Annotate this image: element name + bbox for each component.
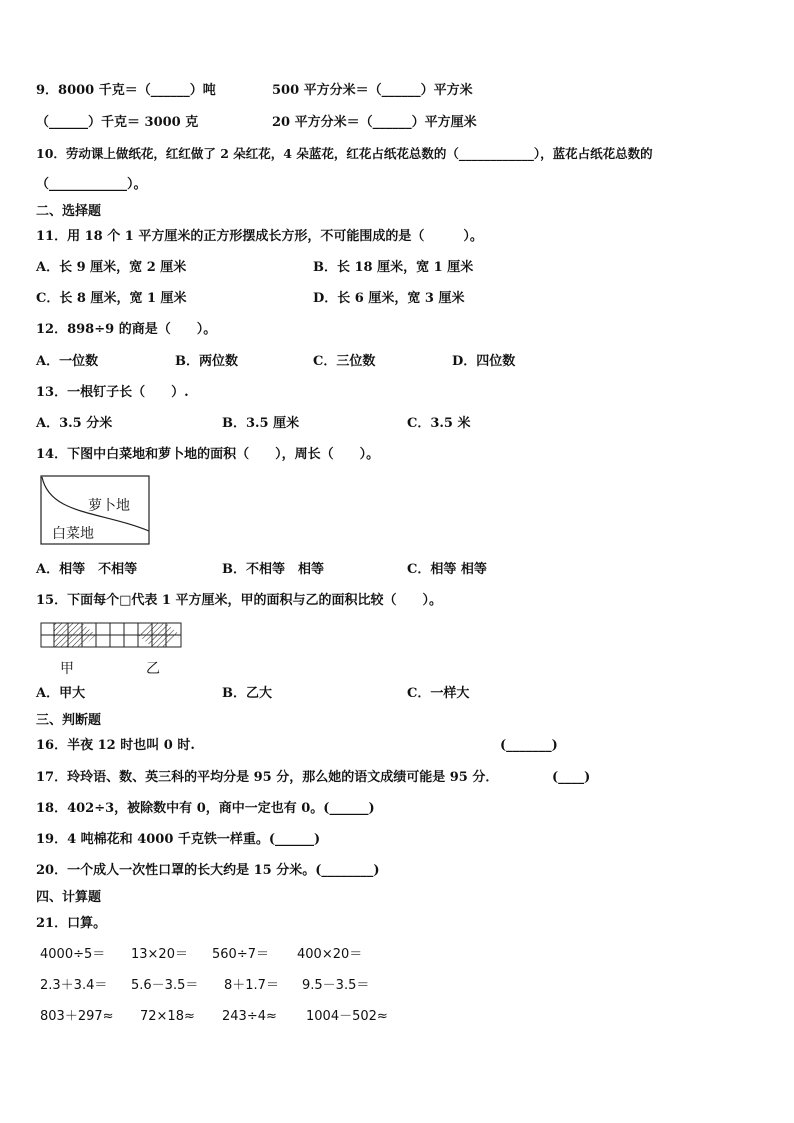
q13-stem: 13．一根钉子长（ ）. — [36, 385, 189, 400]
q12-option-a[interactable]: A．一位数 — [36, 354, 99, 369]
section-title-calc: 四、计算题 — [36, 890, 102, 905]
q15-option-c[interactable]: C．一样大 — [407, 686, 470, 701]
calc-item: 560÷7＝ — [212, 947, 269, 962]
q15-option-a[interactable]: A．甲大 — [36, 686, 86, 701]
q16-stem: 16．半夜 12 时也叫 0 时. — [36, 738, 195, 753]
calc-item: 9.5－3.5＝ — [302, 978, 370, 993]
q14-option-c[interactable]: C．相等 相等 — [407, 562, 487, 577]
q11-option-d[interactable]: D．长 6 厘米，宽 3 厘米 — [313, 291, 465, 306]
calc-item: 13×20＝ — [131, 947, 188, 962]
q12-stem: 12．898÷9 的商是（ ）。 — [36, 322, 217, 337]
q9-part-c: （______）千克＝ 3000 克 — [36, 115, 199, 130]
calc-item: 2.3＋3.4＝ — [40, 978, 108, 993]
q13-option-a[interactable]: A．3.5 分米 — [36, 416, 113, 431]
q14-option-b[interactable]: B．不相等 相等 — [222, 562, 324, 577]
q9-part-b: 500 平方分米＝（______）平方米 — [272, 83, 473, 98]
q11-stem: 11．用 18 个 1 平方厘米的正方形摆成长方形，不可能围成的是（ ）。 — [36, 229, 483, 244]
q17-stem: 17．玲玲语、数、英三科的平均分是 95 分，那么她的语文成绩可能是 95 分． — [36, 770, 499, 785]
calc-item: 1004－502≈ — [306, 1009, 388, 1024]
q18-stem: 18．402÷3，被除数中有 0，商中一定也有 0。(______) — [36, 801, 375, 816]
calc-item: 803＋297≈ — [40, 1009, 114, 1024]
q14-option-a[interactable]: A．相等 不相等 — [36, 562, 138, 577]
q10-line1: 10．劳动课上做纸花，红红做了 2 朵红花，4 朵蓝花，红花占纸花总数的（____________），蓝花占纸花总数的 — [36, 146, 653, 161]
q20-stem: 20．一个成人一次性口罩的长大约是 15 分米。(________) — [36, 863, 380, 878]
q12-option-b[interactable]: B．两位数 — [175, 354, 238, 369]
section-title-choice: 二、选择题 — [36, 204, 102, 219]
calc-item: 5.6－3.5＝ — [131, 978, 199, 993]
q14-stem: 14．下图中白菜地和萝卜地的面积（ ），周长（ ）。 — [36, 447, 380, 462]
q9-part-d: 20 平方分米＝（______）平方厘米 — [272, 115, 477, 130]
q17-answer-blank[interactable]: (____) — [552, 770, 591, 785]
q11-option-c[interactable]: C．长 8 厘米，宽 1 厘米 — [36, 291, 187, 306]
q15-option-b[interactable]: B．乙大 — [222, 686, 272, 701]
calc-item: 72×18≈ — [140, 1009, 195, 1024]
q13-option-c[interactable]: C．3.5 米 — [407, 416, 471, 431]
section-title-judge: 三、判断题 — [36, 713, 102, 728]
q11-option-b[interactable]: B．长 18 厘米，宽 1 厘米 — [313, 260, 474, 275]
label-yi: 乙 — [146, 661, 160, 677]
calc-item: 8＋1.7＝ — [224, 978, 279, 993]
q12-option-c[interactable]: C．三位数 — [313, 354, 376, 369]
q9-part-a: 9．8000 千克＝（______）吨 — [36, 83, 216, 98]
cabbage-field-label: 白菜地 — [52, 526, 94, 542]
calc-item: 400×20＝ — [297, 947, 363, 962]
radish-field-label: 萝卜地 — [88, 498, 130, 514]
calc-item: 243÷4≈ — [222, 1009, 277, 1024]
label-jia: 甲 — [60, 661, 74, 677]
q11-option-a[interactable]: A．长 9 厘米，宽 2 厘米 — [36, 260, 187, 275]
q13-option-b[interactable]: B．3.5 厘米 — [222, 416, 300, 431]
q15-stem: 15．下面每个□代表 1 平方厘米，甲的面积与乙的面积比较（ ）。 — [36, 593, 442, 608]
q12-option-d[interactable]: D．四位数 — [452, 354, 516, 369]
grid-diagram — [40, 622, 185, 650]
q21-stem: 21．口算。 — [36, 916, 107, 931]
q16-answer-blank[interactable]: (_______) — [500, 738, 558, 753]
q10-line2: （____________）。 — [36, 177, 147, 192]
calc-item: 4000÷5＝ — [40, 947, 106, 962]
q19-stem: 19．4 吨棉花和 4000 千克铁一样重。(______) — [36, 832, 321, 847]
